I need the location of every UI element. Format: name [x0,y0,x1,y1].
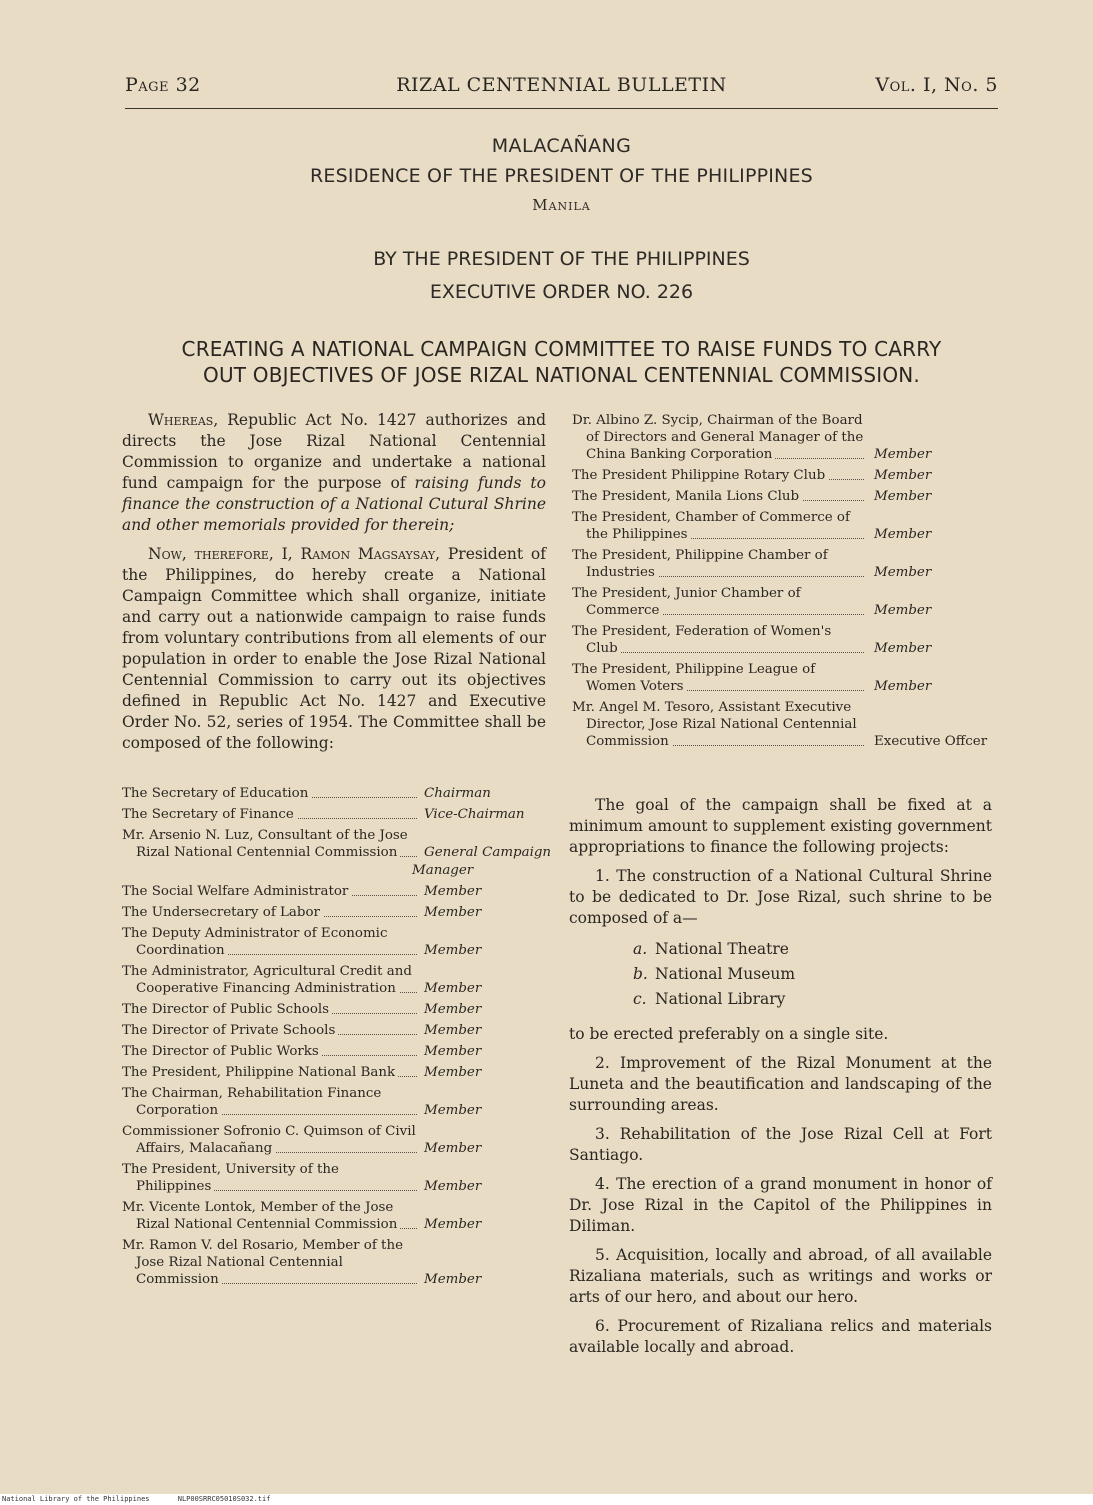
city-heading: Manila [532,196,591,214]
member-name [572,585,868,619]
member-name-text: The President, Junior Chamber of Commerce [572,586,801,618]
member-name-text: The President, Philippine League of Women Voters [572,662,816,694]
order-title [125,336,998,388]
member-name [122,883,421,900]
goal-paragraph: The goal of the campaign shall be fixed at a minimum amount to supplement existing government appropriations to finance the following projects: [569,796,992,856]
order-title-line-2: OUT OBJECTIVES OF JOSE RIZAL NATIONAL CENTENNIAL COMMISSION. [203,363,920,387]
member-name [122,1123,421,1157]
running-head [125,74,998,104]
whereas-italic: raising funds to finance the construction of a National Cutural Shrine and other memorials provided for therein; [122,474,546,534]
committee-member-row [122,1085,544,1119]
member-role: Member [424,1272,482,1287]
member-role: Member [424,1065,482,1080]
member-role: General Campaign [424,845,552,860]
project-4: 4. The erection of a grand monument in honor of Dr. Jose Rizal in the Capitol of the Philippines in Diliman. [569,1175,992,1235]
committee-member-row [572,699,987,750]
whereas-text: , Republic Act No. 1427 authorizes and directs the Jose Rizal National Centennial Commission to organize and undertake a national fund campaign for the purpose of [122,411,546,492]
committee-member-row [122,925,544,959]
item-letter: a. [633,940,648,958]
member-name-text: The Social Welfare Administrator [122,884,351,899]
committee-roster-right [572,412,987,754]
project-1: 1. The construction of a National Cultural Shrine to be dedicated to Dr. Jose Rizal, such shrine to be composed of a— [569,867,992,927]
project-3: 3. Rehabilitation of the Jose Rizal Cell at Fort Santiago. [569,1125,992,1164]
member-name-text: The Deputy Administrator of Economic Coordination [122,926,388,958]
now-therefore-paragraph [122,544,546,754]
member-name-text: Mr. Vicente Lontok, Member of the Jose Rizal National Centennial Commission [122,1200,400,1232]
committee-member-row [122,1123,544,1157]
project-6: 6. Procurement of Rizaliana relics and materials available locally and abroad. [569,1317,992,1356]
member-name [122,904,421,921]
member-name [122,827,421,861]
member-role: Member [874,565,932,580]
member-name [122,1085,421,1119]
committee-member-row [572,661,987,695]
member-name-text: The Director of Public Schools [122,1002,332,1017]
committee-member-row [122,904,544,921]
committee-member-row [572,585,987,619]
member-name [572,623,868,657]
member-name-text: The President, Philippine Chamber of Industries [572,548,828,580]
committee-member-row [122,1064,544,1081]
publication-title: RIZAL CENTENNIAL BULLETIN [396,74,727,96]
shrine-item [633,987,992,1012]
member-name [122,1237,421,1288]
item-letter: b. [633,965,648,983]
project-2: 2. Improvement of the Rizal Monument at the Luneta and the beautification and landscaping of the surrounding areas. [569,1054,992,1114]
member-role: Member [424,981,482,996]
member-role: Member [424,1002,482,1017]
item-text: National Museum [655,965,796,983]
president-name: Ramon Magsaysay [300,545,436,563]
committee-member-row [572,509,987,543]
member-role: Member [424,1141,482,1156]
member-role-continued: Manager [412,863,474,878]
member-name-text: The President, Federation of Women's Club [572,624,832,656]
committee-member-row [122,1161,544,1195]
member-name [122,1022,421,1039]
member-role: Member [424,1103,482,1118]
committee-member-row [122,1001,544,1018]
footer-library: National Library of the Philippines [2,1495,150,1503]
shrine-item [633,962,992,987]
member-name-text: The President Philippine Rotary Club [572,468,828,483]
member-role: Member [424,943,482,958]
executive-order-heading: EXECUTIVE ORDER NO. 226 [429,281,694,303]
office-heading: MALACAÑANG [491,135,632,157]
project-5: 5. Acquisition, locally and abroad, of all available Rizaliana materials, such as writings and works or arts of our hero, and about our hero. [569,1246,992,1306]
by-president-heading: BY THE PRESIDENT OF THE PHILIPPINES [373,248,750,270]
member-role: Member [874,447,932,462]
member-role: Chairman [424,786,491,801]
member-name-text: The Secretary of Education [122,786,311,801]
member-name [572,412,868,463]
member-name [572,661,868,695]
member-name [122,806,421,823]
committee-member-row [122,785,544,802]
shrine-item [633,937,992,962]
footer-file: NLP00SRRC05010S032.tif [177,1495,271,1503]
scan-footer [0,1494,1093,1505]
member-name [572,547,868,581]
member-name-text: The President, University of the Philippines [122,1162,339,1194]
member-name-text: The Undersecretary of Labor [122,905,323,920]
committee-roster-left [122,785,552,1292]
item-letter: c. [633,990,647,1008]
committee-member-row [122,963,544,997]
member-role: Member [874,527,932,542]
committee-member-row [572,412,987,463]
member-name [572,509,868,543]
committee-member-row [122,1237,544,1288]
member-name [122,963,421,997]
committee-member-row [572,467,987,484]
member-name-text: The Secretary of Finance [122,807,297,822]
committee-member-row [122,883,544,900]
member-name [572,488,868,505]
member-name [572,699,868,750]
order-title-line-1: CREATING A NATIONAL CAMPAIGN COMMITTEE TO RAISE FUNDS TO CARRY [181,337,942,361]
member-name [122,925,421,959]
member-name-text: Commissioner Sofronio C. Quimson of Civil Affairs, Malacañang [122,1124,416,1156]
member-role: Member [424,1044,482,1059]
member-name-text: The Administrator, Agricultural Credit and Cooperative Financing Administration [122,964,412,996]
member-role: Member [424,884,482,899]
project-1-end: to be erected preferably on a single site. [569,1025,889,1043]
left-column-text [122,410,546,762]
header-rule [125,108,998,109]
member-name-text: Mr. Angel M. Tesoro, Assistant Executive Director, Jose Rizal National Centennial Commission [572,700,857,749]
volume-number: Vol. I, No. 5 [875,74,998,96]
member-name-text: Dr. Albino Z. Sycip, Chairman of the Board of Directors and General Manager of the China Banking Corporation [572,413,864,462]
committee-member-row [122,1022,544,1039]
now-lead: Now, therefore [148,545,269,563]
member-role: Member [874,489,932,504]
member-name-text: The President, Philippine National Bank [122,1065,398,1080]
committee-member-row [572,488,987,505]
committee-member-row [572,547,987,581]
member-name-text: The President, Manila Lions Club [572,489,802,504]
member-role: Executive Offcer [874,734,988,749]
member-name-text: Mr. Arsenio N. Luz, Consultant of the Jose Rizal National Centennial Commission [122,828,408,860]
member-role: Vice-Chairman [424,807,525,822]
member-role: Member [874,468,932,483]
member-name [572,467,868,484]
member-role: Member [424,1179,482,1194]
member-name [122,1161,421,1195]
member-name-text: The Director of Private Schools [122,1023,338,1038]
member-role: Member [424,1023,482,1038]
shrine-components [633,937,992,1012]
member-role: Member [874,603,932,618]
member-role: Member [424,905,482,920]
now-text-a: , I, [268,545,301,563]
member-role: Member [874,679,932,694]
page-number: Page 32 [125,74,201,96]
member-name [122,1001,421,1018]
committee-member-row [122,1199,544,1233]
member-name-text: The Chairman, Rehabilitation Finance Corporation [122,1086,382,1118]
committee-member-row [122,1043,544,1060]
committee-member-row [572,623,987,657]
committee-member-row [122,806,544,823]
member-name-text: Mr. Ramon V. del Rosario, Member of the Jose Rizal National Centennial Commission [122,1238,403,1287]
whereas-lead: Whereas [148,411,214,429]
member-name [122,785,421,802]
item-text: National Theatre [655,940,789,958]
member-role: Member [874,641,932,656]
residence-heading: RESIDENCE OF THE PRESIDENT OF THE PHILIPPINES [310,165,813,187]
now-text-b: , President of the Philippines, do hereby create a National Campaign Committee which shall organize, initiate and carry out a nationwide campaign to raise funds from voluntary contributions from all elements of our population in order to enable the Jose Rizal National Centennial Commission to carry out its objectives defined in Republic Act No. 1427 and Executive Order No. 52, series of 1954. The Committee shall be composed of the following: [122,545,546,752]
right-column-text [569,795,992,1366]
member-name [122,1199,421,1233]
item-text: National Library [655,990,786,1008]
member-name [122,1064,421,1081]
member-name [122,1043,421,1060]
whereas-paragraph [122,410,546,536]
member-name-text: The President, Chamber of Commerce of the Philippines [572,510,850,542]
committee-member-row [122,827,552,861]
member-role: Member [424,1217,482,1232]
member-name-text: The Director of Public Works [122,1044,322,1059]
